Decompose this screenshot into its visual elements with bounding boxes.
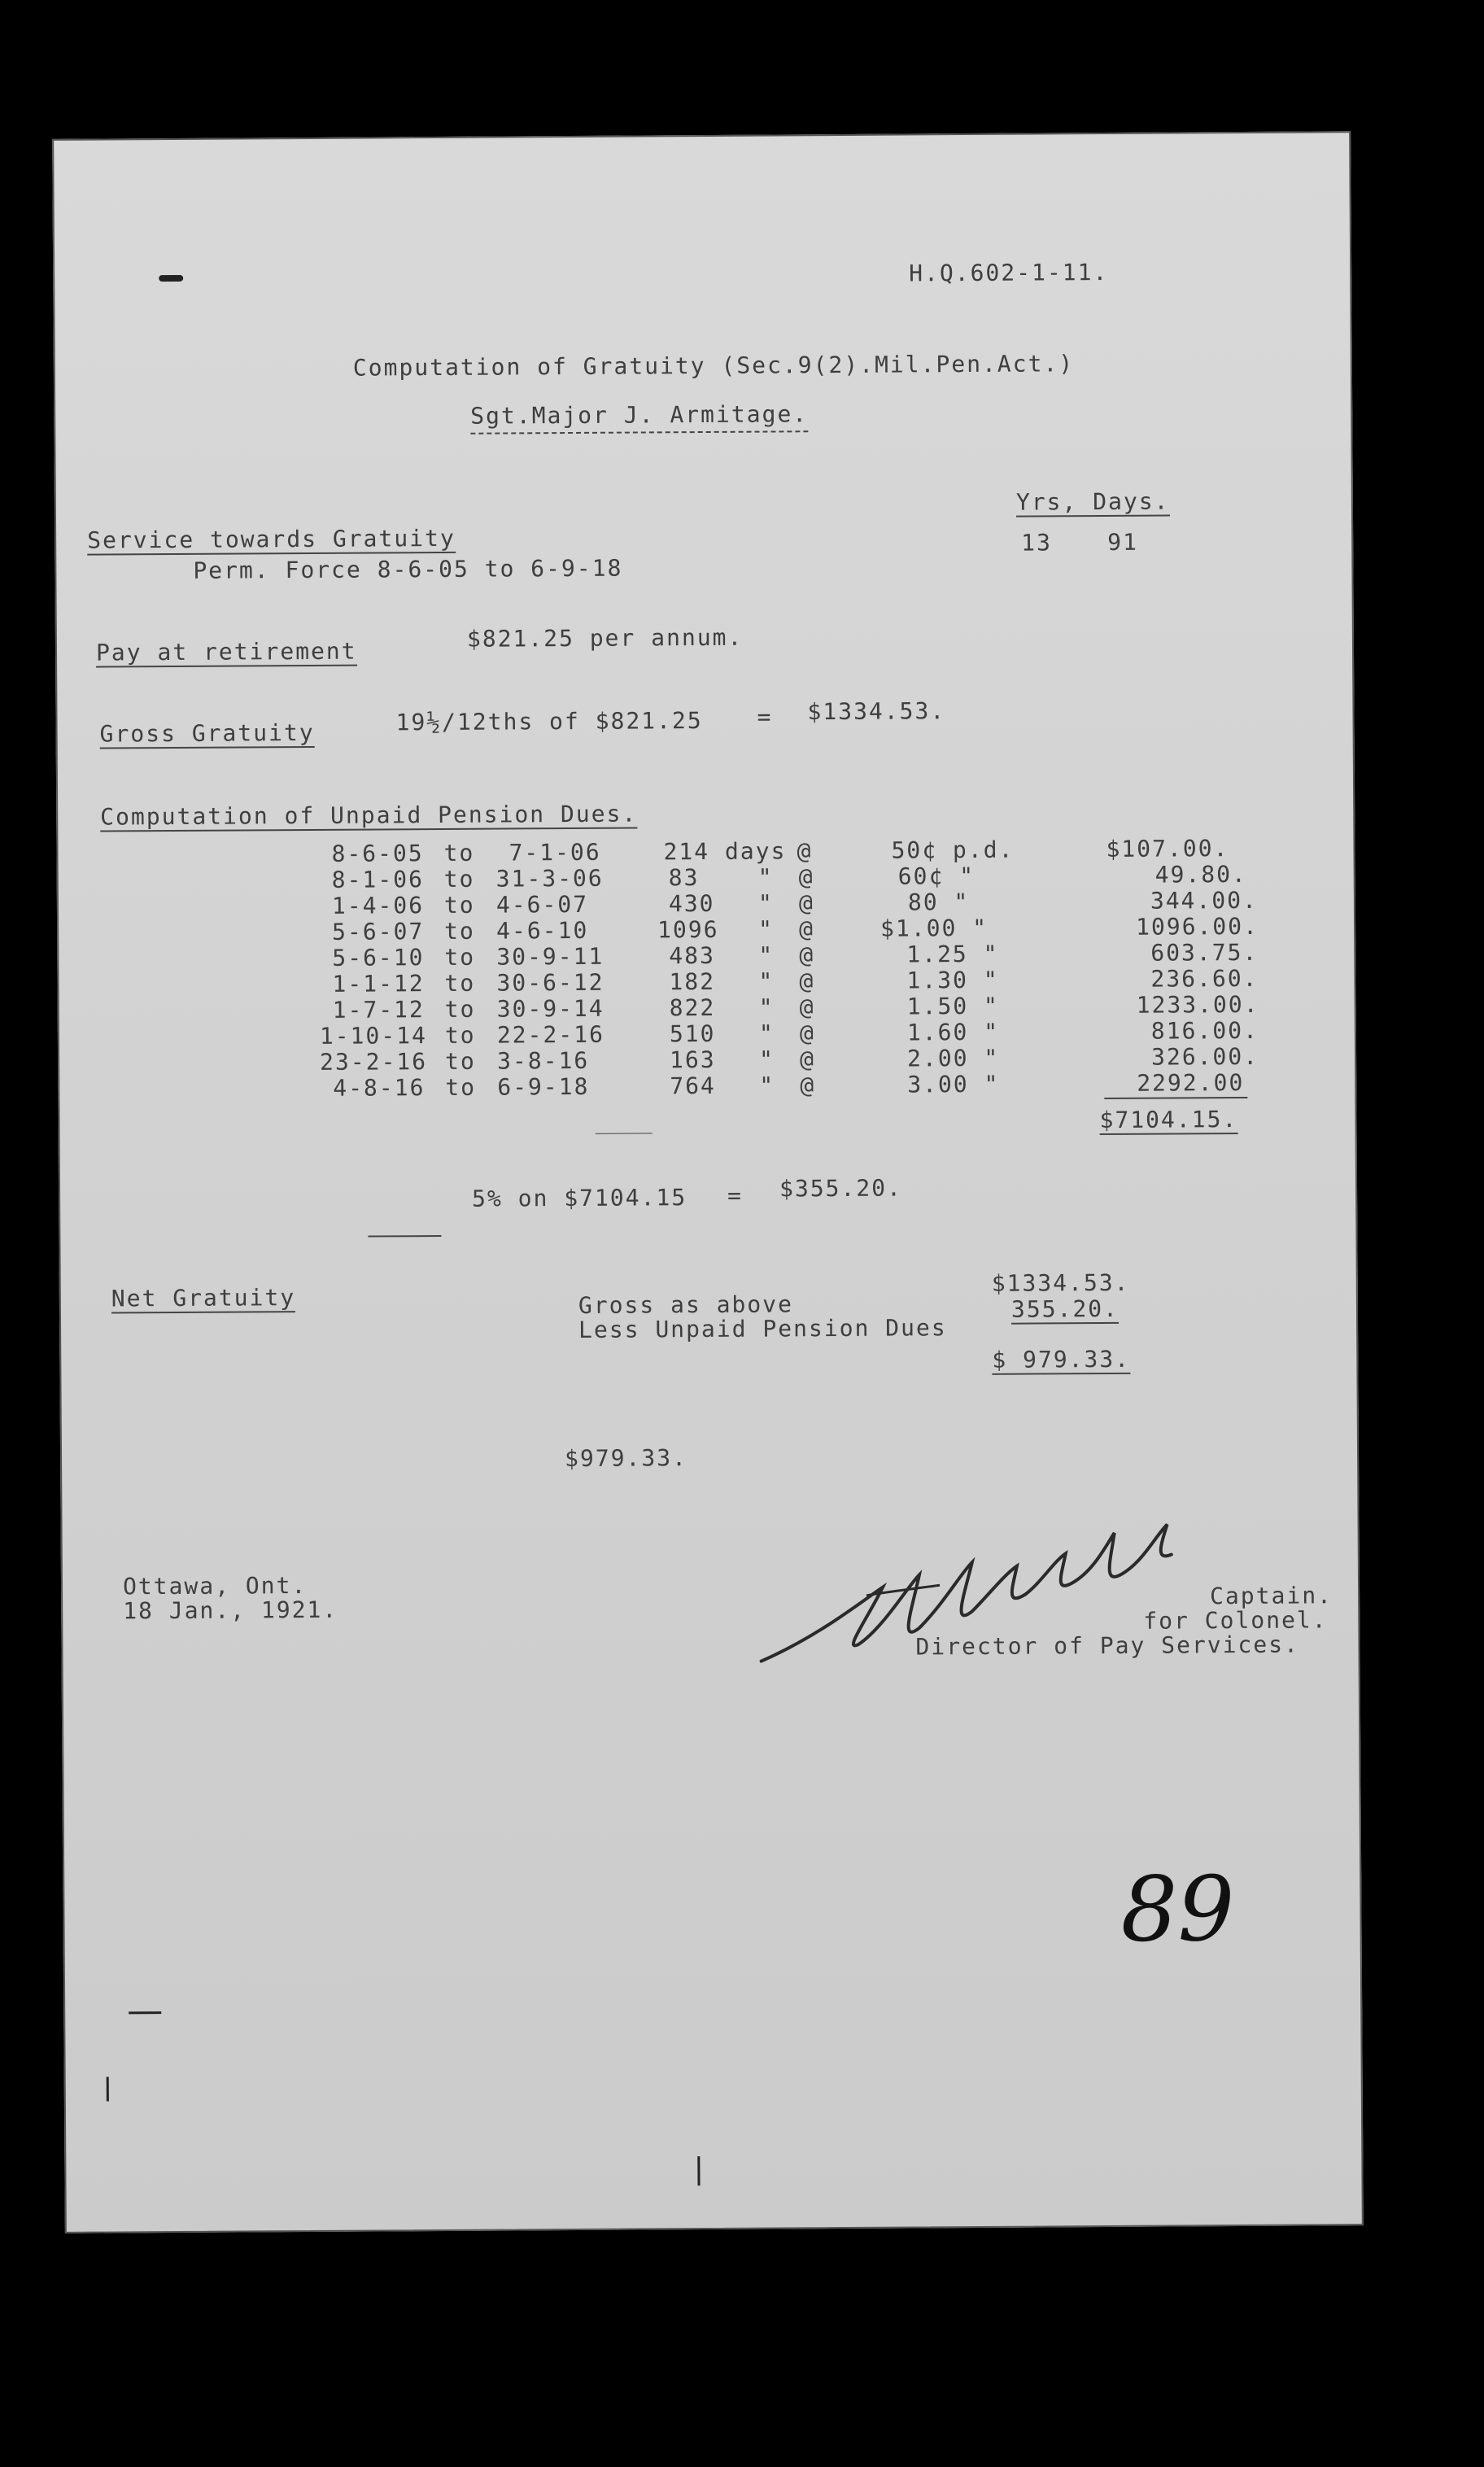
- to-word: to: [445, 1073, 477, 1101]
- from-date: 4-8-16: [333, 1074, 426, 1102]
- to-word: to: [444, 917, 475, 945]
- document-page: [52, 131, 1364, 2233]
- from-date: 8-6-05: [331, 840, 424, 867]
- rate: $1.00 ": [879, 914, 989, 942]
- days-count: 83: [668, 864, 700, 892]
- years-days-header: Yrs, Days.: [1015, 487, 1170, 516]
- amount: 326.00.: [1150, 1042, 1259, 1071]
- to-date: 30-9-14: [496, 994, 605, 1023]
- to-word: to: [444, 969, 476, 997]
- document-title: Computation of Gratuity (Sec.9(2).Mil.Pen.Act.): [352, 350, 1075, 382]
- from-date: 1-10-14: [319, 1022, 428, 1050]
- to-date: 6-9-18: [497, 1072, 590, 1101]
- days-count: 182: [669, 967, 716, 996]
- net-label: Net Gratuity: [111, 1284, 296, 1312]
- pay-value: $821.25 per annum.: [466, 623, 744, 653]
- at-symbol: @: [800, 1072, 816, 1099]
- net-line1-value: $1334.53.: [991, 1268, 1130, 1297]
- amount: 1233.00.: [1136, 990, 1259, 1019]
- to-date: 3-8-16: [496, 1046, 590, 1075]
- at-symbol: @: [798, 889, 814, 917]
- rate: 50¢ p.d.: [891, 836, 1015, 864]
- from-date: 23-2-16: [319, 1048, 428, 1076]
- rate: 1.30 ": [906, 966, 999, 994]
- at-symbol: @: [799, 993, 815, 1021]
- days-count: 163: [669, 1046, 716, 1074]
- net-line2-label: Less Unpaid Pension Dues: [578, 1314, 947, 1343]
- ditto-mark: ": [758, 993, 775, 1021]
- ditto-mark: ": [757, 889, 774, 917]
- amount: 2292.00: [1137, 1068, 1245, 1097]
- rate: 2.00 ": [906, 1044, 1000, 1072]
- gross-equals: =: [757, 703, 773, 731]
- from-date: 8-1-06: [331, 866, 424, 893]
- signoff-director: Director of Pay Services.: [915, 1631, 1300, 1661]
- days-count: 822: [669, 993, 716, 1022]
- days-count: 483: [669, 941, 715, 970]
- days-count: 764: [670, 1072, 716, 1100]
- to-word: to: [443, 891, 475, 919]
- rate: 1.60 ": [906, 1018, 1000, 1046]
- pay-label: Pay at retirement: [95, 637, 357, 666]
- to-word: to: [444, 1021, 476, 1049]
- at-symbol: @: [799, 915, 815, 943]
- place: Ottawa, Ont.: [122, 1572, 308, 1600]
- rate: 1.50 ": [906, 992, 999, 1020]
- net-line2-value: 355.20.: [1010, 1295, 1120, 1323]
- to-word: to: [444, 1047, 476, 1075]
- at-symbol: @: [799, 1020, 815, 1047]
- from-date: 1-1-12: [332, 970, 425, 998]
- handwritten-page-number: 89: [1120, 1857, 1235, 1962]
- service-label: Service towards Gratuity: [87, 524, 456, 554]
- signoff-captain: Captain.: [1210, 1582, 1333, 1610]
- amount: 816.00.: [1150, 1016, 1259, 1045]
- rate: 80 ": [907, 889, 970, 916]
- rate: 60¢ ": [897, 862, 976, 890]
- from-date: 1-4-06: [331, 892, 425, 919]
- days-count: 510: [669, 1020, 716, 1048]
- gross-result: $1334.53.: [807, 697, 946, 726]
- service-detail: Perm. Force 8-6-05 to 6-9-18: [193, 554, 623, 584]
- signoff-for-colonel: for Colonel.: [1143, 1606, 1328, 1635]
- stray-mark: [697, 2156, 700, 2185]
- at-symbol: @: [798, 863, 814, 891]
- amount: 1096.00.: [1135, 912, 1259, 941]
- percent-equals: =: [727, 1181, 744, 1209]
- subject-name: Sgt.Major J. Armitage.: [470, 403, 808, 434]
- stray-mark: [107, 2077, 109, 2102]
- percent-result: $355.20.: [779, 1174, 903, 1203]
- ditto-mark: ": [759, 1072, 775, 1099]
- at-symbol: @: [799, 941, 815, 969]
- stray-mark: [129, 2011, 161, 2014]
- ditto-mark: ": [758, 1046, 775, 1073]
- to-date: 30-6-12: [496, 968, 605, 997]
- to-date: 7-1-06: [508, 838, 601, 867]
- from-date: 1-7-12: [332, 996, 425, 1024]
- to-date: 4-6-10: [496, 916, 589, 945]
- at-symbol: @: [799, 967, 815, 995]
- unpaid-dues-label: Computation of Unpaid Pension Dues.: [100, 800, 638, 831]
- final-amount: $979.33.: [564, 1444, 688, 1473]
- amount: 236.60.: [1150, 964, 1259, 993]
- at-symbol: @: [799, 1046, 816, 1073]
- document-reference: H.Q.602-1-11.: [909, 258, 1109, 287]
- amount: 603.75.: [1150, 938, 1259, 967]
- percent-text: 5% on $7104.15: [472, 1184, 687, 1212]
- to-word: to: [444, 995, 476, 1023]
- net-result: $ 979.33.: [992, 1345, 1131, 1373]
- to-date: 4-6-07: [495, 890, 589, 919]
- days-count: 1096: [657, 915, 719, 944]
- at-symbol: @: [797, 837, 813, 865]
- amount: $107.00.: [1106, 835, 1229, 863]
- to-date: 30-9-11: [496, 942, 605, 971]
- unpaid-total: $7104.15.: [1099, 1106, 1238, 1134]
- service-days: 91: [1107, 528, 1139, 556]
- rate: 1.25 ": [906, 940, 999, 968]
- ditto-mark: ": [758, 915, 775, 943]
- amount: 49.80.: [1154, 860, 1247, 889]
- days-count: 430: [668, 889, 715, 918]
- days-count: 214 days: [663, 837, 787, 866]
- from-date: 5-6-07: [332, 918, 425, 945]
- rate: 3.00 ": [907, 1070, 1000, 1098]
- gross-label: Gross Gratuity: [99, 718, 315, 748]
- gross-formula: 19½/12ths of $821.25: [395, 707, 703, 736]
- from-date: 5-6-10: [332, 944, 425, 972]
- ditto-mark: ": [758, 1020, 775, 1047]
- to-date: 31-3-06: [495, 864, 604, 893]
- date: 18 Jan., 1921.: [123, 1596, 338, 1625]
- net-line1-label: Gross as above: [578, 1290, 794, 1319]
- to-date: 22-2-16: [496, 1020, 605, 1049]
- to-word: to: [444, 943, 476, 971]
- ditto-mark: ": [758, 967, 775, 995]
- to-word: to: [443, 865, 475, 893]
- service-years: 13: [1021, 529, 1053, 557]
- ditto-mark: ": [758, 941, 775, 969]
- ditto-mark: ": [757, 863, 774, 891]
- to-word: to: [443, 839, 475, 867]
- amount: 344.00.: [1150, 886, 1259, 915]
